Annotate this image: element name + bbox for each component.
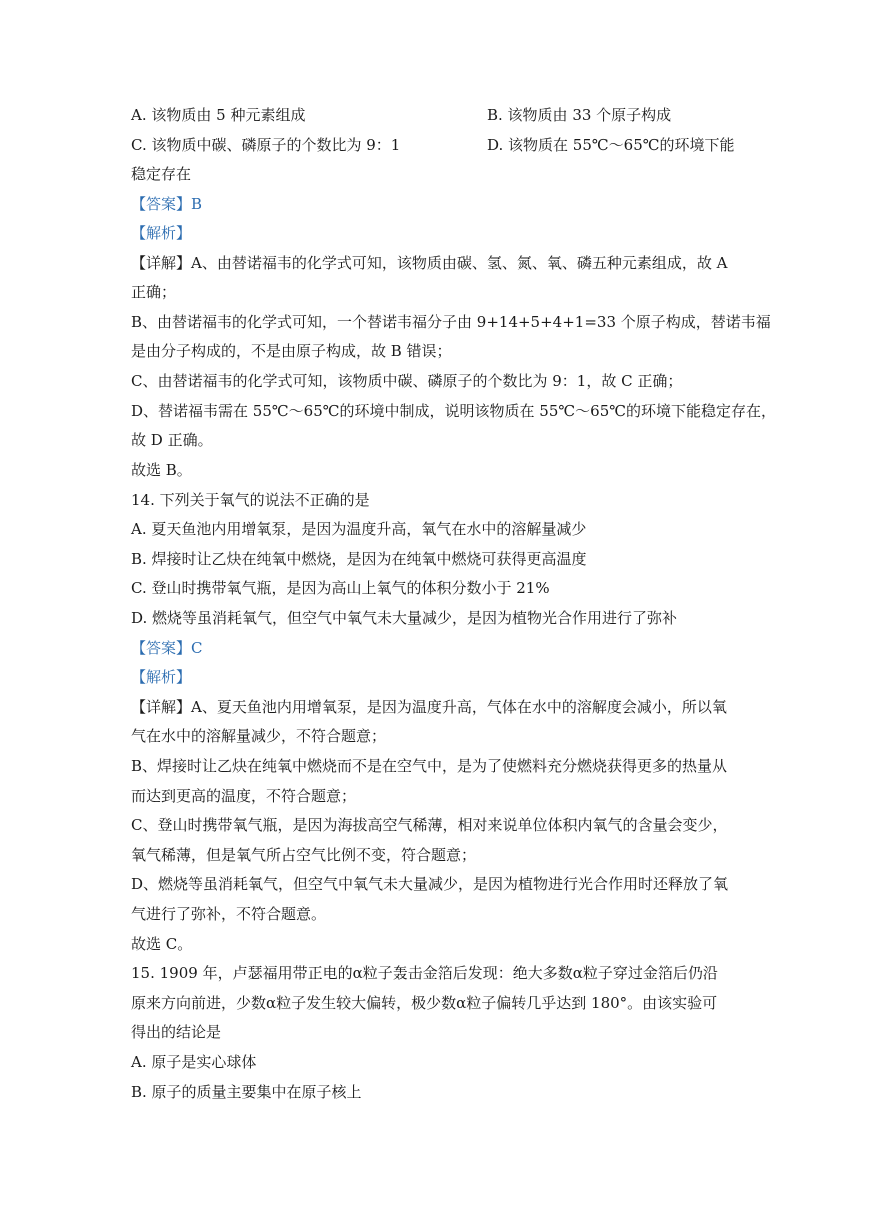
q13-detail-line: 正确； (131, 283, 177, 301)
q15-stem-line: 原来方向前进，少数α粒子发生较大偏转，极少数α粒子偏转几乎达到 180°。由该实验可 (131, 994, 718, 1012)
q14-option-d: D. 燃烧等虽消耗氧气，但空气中氧气未大量减少，是因为植物光合作用进行了弥补 (131, 609, 678, 627)
q13-answer: 【答案】B (131, 195, 203, 213)
q13-analysis-heading: 【解析】 (131, 224, 192, 242)
q14-option-b: B. 焊接时让乙炔在纯氧中燃烧，是因为在纯氧中燃烧可获得更高温度 (131, 550, 587, 568)
q14-option-c: C. 登山时携带氧气瓶，是因为高山上氧气的体积分数小于 21% (131, 579, 550, 597)
q13-option-b: B. 该物质由 33 个原子构成 (487, 106, 672, 124)
q14-answer: 【答案】C (131, 639, 203, 657)
q14-analysis-heading: 【解析】 (131, 668, 192, 686)
q13-detail-line: 故 D 正确。 (131, 431, 213, 449)
q14-stem: 14. 下列关于氧气的说法不正确的是 (131, 491, 370, 509)
q14-conclusion: 故选 C。 (131, 935, 193, 953)
q14-detail-line: 而达到更高的温度，不符合题意； (131, 787, 357, 805)
q13-detail-line: B、由替诺福韦的化学式可知，一个替诺韦福分子由 9+14+5+4+1=33 个原子构成，替诺韦福 (131, 313, 771, 331)
q14-detail-line: C、登山时携带氧气瓶，是因为海拔高空气稀薄，相对来说单位体积内氧气的含量会变少， (131, 816, 728, 834)
q13-conclusion: 故选 B。 (131, 461, 192, 479)
q15-stem-line: 15. 1909 年，卢瑟福用带正电的α粒子轰击金箔后发现：绝大多数α粒子穿过金箔后仍沿 (131, 964, 718, 982)
q14-detail-line: 【详解】A、夏天鱼池内用增氧泵，是因为温度升高，气体在水中的溶解度会减小，所以氧 (131, 698, 727, 716)
q15-option-a: A. 原子是实心球体 (131, 1053, 257, 1071)
q14-detail-line: B、焊接时让乙炔在纯氧中燃烧而不是在空气中，是为了使燃料充分燃烧获得更多的热量从 (131, 757, 728, 775)
q14-detail-line: D、燃烧等虽消耗氧气，但空气中氧气未大量减少，是因为植物进行光合作用时还释放了氧 (131, 875, 729, 893)
q15-option-b: B. 原子的质量主要集中在原子核上 (131, 1083, 362, 1101)
q13-detail-line: C、由替诺福韦的化学式可知，该物质中碳、磷原子的个数比为 9：1，故 C 正确； (131, 372, 683, 390)
q14-detail-line: 气进行了弥补，不符合题意。 (131, 905, 327, 923)
q13-option-c: C. 该物质中碳、磷原子的个数比为 9：1 (131, 136, 401, 154)
q13-detail-line: D、替诺福韦需在 55℃～65℃的环境中制成，说明该物质在 55℃～65℃的环境下能稳定存在， (131, 402, 777, 420)
q13-option-d-continued: 稳定存在 (131, 165, 192, 183)
q15-stem-line: 得出的结论是 (131, 1023, 222, 1041)
q14-option-a: A. 夏天鱼池内用增氧泵，是因为温度升高，氧气在水中的溶解量减少 (131, 520, 587, 538)
q14-detail-line: 气在水中的溶解量减少，不符合题意； (131, 727, 387, 745)
q13-option-d: D. 该物质在 55℃～65℃的环境下能 (487, 136, 735, 154)
q13-detail-line: 【详解】A、由替诺福韦的化学式可知，该物质由碳、氢、氮、氧、磷五种元素组成，故 A (131, 254, 728, 272)
q14-detail-line: 氧气稀薄，但是氧气所占空气比例不变，符合题意； (131, 846, 477, 864)
q13-option-a: A. 该物质由 5 种元素组成 (131, 106, 306, 124)
q13-detail-line: 是由分子构成的，不是由原子构成，故 B 错误； (131, 342, 452, 360)
